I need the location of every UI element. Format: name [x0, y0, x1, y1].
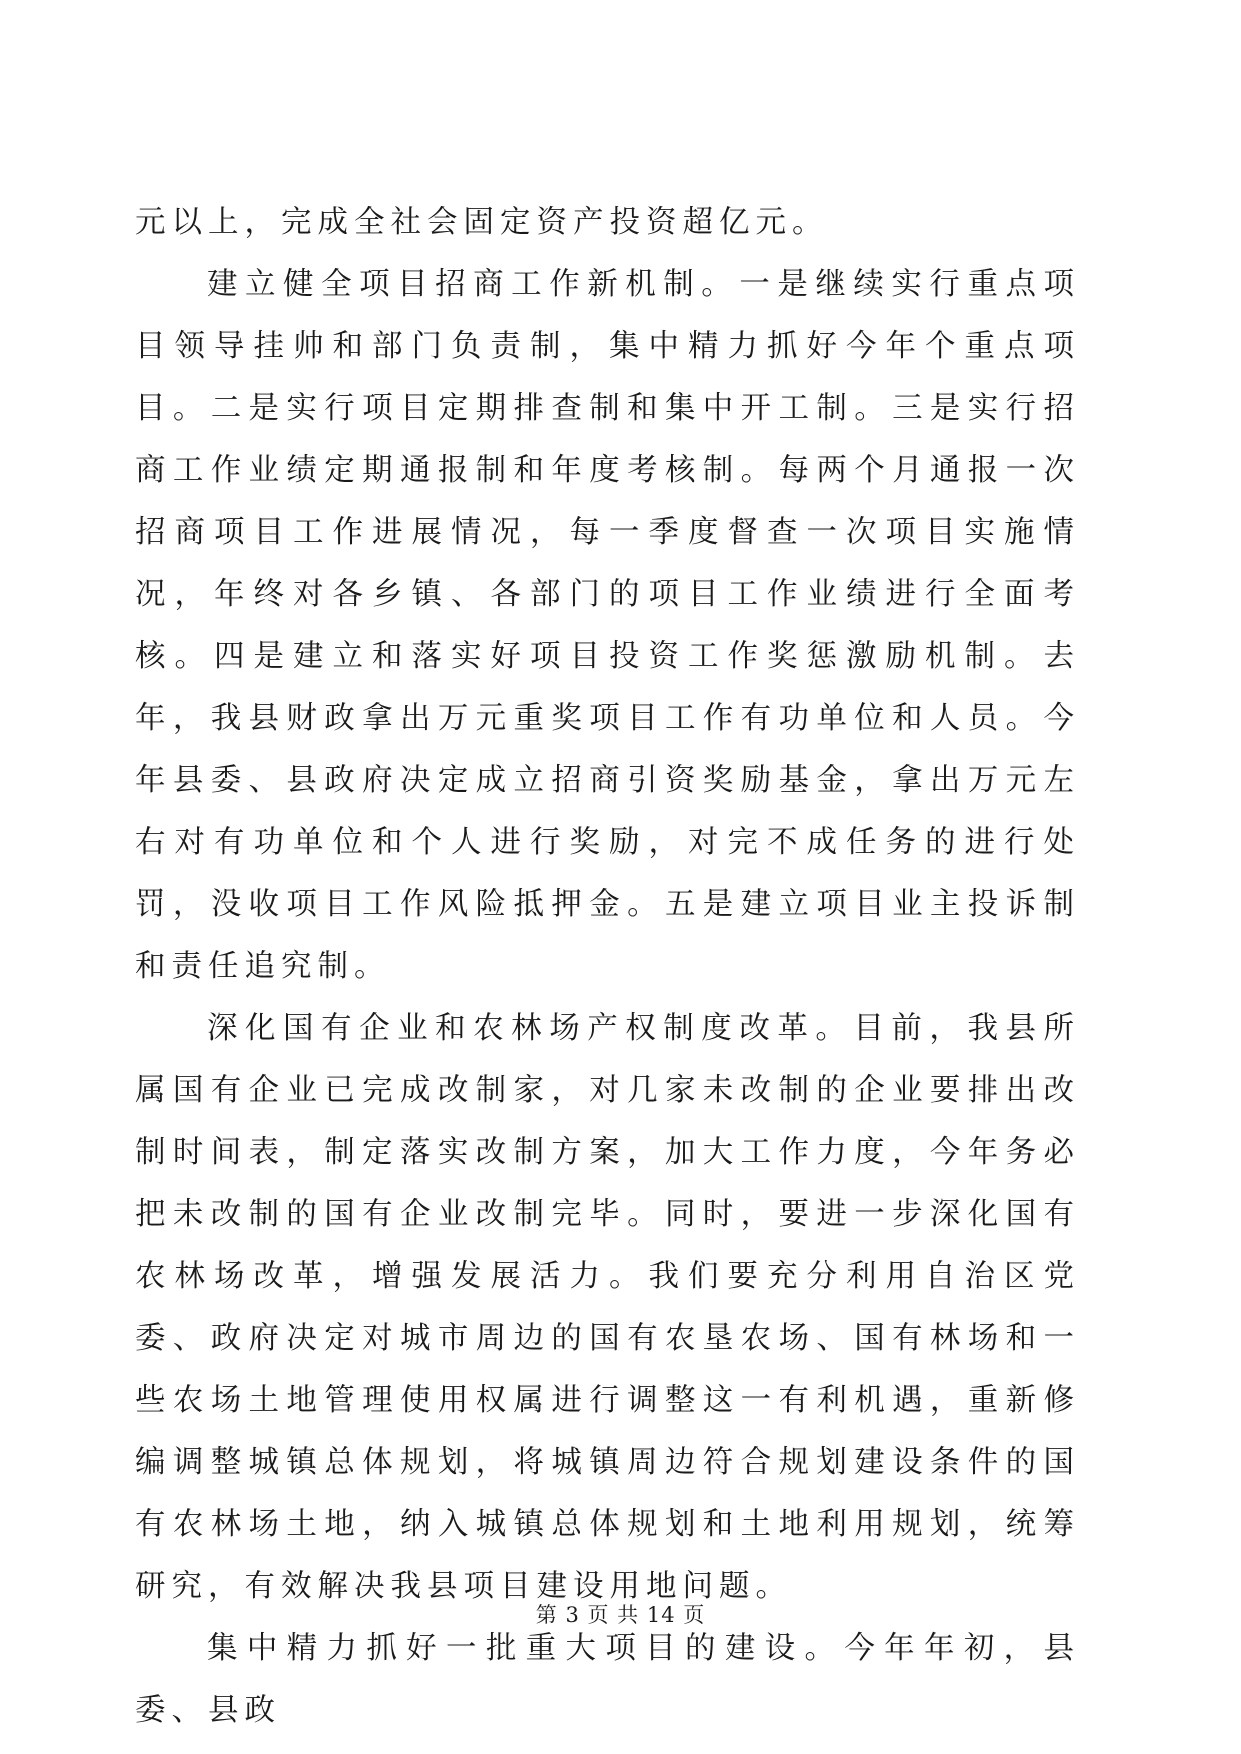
page-number-footer: 第 3 页 共 14 页	[535, 1603, 706, 1627]
paragraph-1: 元以上，完成全社会固定资产投资超亿元。	[135, 205, 829, 240]
paragraph-3: 深化国有企业和农林场产权制度改革。目前，我县所属国有企业已完成改制家，对几家未改制的企业要排出改制时间表，制定落实改制方案，加大工作力度，今年务必把未改制的国有企业改制完毕。同时，要进一步深化国有农林场改革，增强发展活力。我们要充分利用自治区党委、政府决定对城市周边的国有农垦农场、国有林场和一些农场土地管理使用权属进行调整这一有利机遇，重新修编调整城镇总体规划，将城镇周边符合规划建设条件的国有农林场土地，纳入城镇总体规划和土地利用规划，统筹研究，有效解决我县项目建设用地问题。	[135, 1011, 1080, 1604]
document-body	[135, 192, 1080, 1742]
paragraph-4: 集中精力抓好一批重大项目的建设。今年年初，县委、县政	[135, 1631, 1080, 1728]
paragraph-2: 建立健全项目招商工作新机制。一是继续实行重点项目领导挂帅和部门负责制，集中精力抓好今年个重点项目。二是实行项目定期排查制和集中开工制。三是实行招商工作业绩定期通报制和年度考核制。每两个月通报一次招商项目工作进展情况，每一季度督查一次项目实施情况，年终对各乡镇、各部门的项目工作业绩进行全面考核。四是建立和落实好项目投资工作奖惩激励机制。去年，我县财政拿出万元重奖项目工作有功单位和人员。今年县委、县政府决定成立招商引资奖励基金，拿出万元左右对有功单位和个人进行奖励，对完不成任务的进行处罚，没收项目工作风险抵押金。五是建立项目业主投诉制和责任追究制。	[135, 267, 1080, 984]
